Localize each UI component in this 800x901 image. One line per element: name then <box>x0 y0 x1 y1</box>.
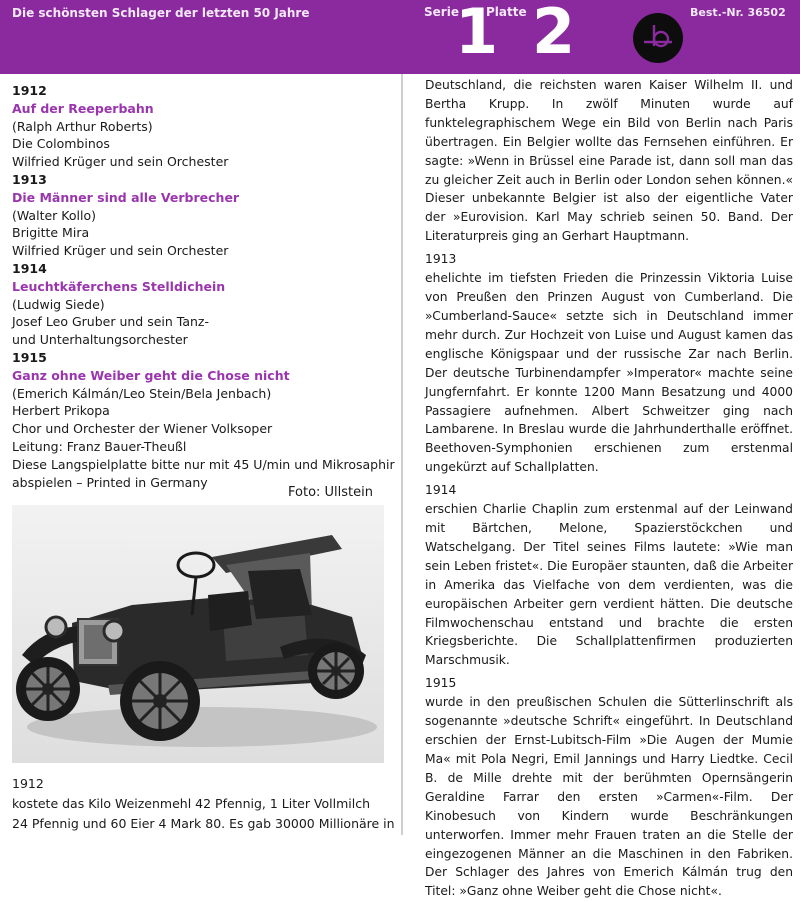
bottom-left-text <box>12 774 397 834</box>
track-credit: Wilfried Krüger und sein Orchester <box>12 243 229 259</box>
text-line: kostete das Kilo Weizenmehl 42 Pfennig, 1 Liter Vollmilch <box>12 796 371 811</box>
notice-line: Diese Langspielplatte bitte nur mit 45 U/min und Mikrosaphir <box>12 456 395 472</box>
track-credit: Brigitte Mira <box>12 225 90 241</box>
section-year: 1913 <box>425 252 457 267</box>
track-credit: Wilfried Krüger und sein Orchester <box>12 154 229 170</box>
track-credit: Die Colombinos <box>12 136 110 152</box>
text-line: 24 Pfennig und 60 Eier 4 Mark 80. Es gab 30000 Millionäre in <box>12 816 395 831</box>
section-paragraph: ehelichte im tiefsten Frieden die Prinzessin Viktoria Luise von Preußen den Prinzen August von Cumberland. Die »Cumberland-Sauce« setzte sich in Deutschland immer mehr durch. Zur Hochzeit von Luise und August kamen das englische Königspaar und der russische Zar nach Berlin. Der deutsche Turbinendampfer »Imperator« machte seine Jungfernfahrt. Er konnte 1200 Mann Besatzung und 4000 Passagiere aufnehmen. Albert Schweitzer ging nach Lambarene. In Breslau wurde die Jahrhunderthalle eröffnet. Beethoven-Symphonien erschienen zum erstenmal ungekürzt auf Schallplatten. <box>425 271 793 475</box>
serie-number: 1 <box>455 0 499 68</box>
page-title: Die schönsten Schlager der letzten 50 Jahre <box>12 6 310 20</box>
track-credit: Herbert Prikopa <box>12 403 110 419</box>
photo-credit: Foto: Ullstein <box>288 485 373 500</box>
platte-label: Platte <box>486 5 527 19</box>
intro-paragraph: Deutschland, die reichsten waren Kaiser Wilhelm II. und Bertha Krupp. In zwölf Minuten wurde auf funktelegraphischem Wege ein Bild von Berlin nach Paris übertragen. Ein Belgier wollte das Fernsehen einführen. Er sagte: »Wenn in Brüssel eine Parade ist, dann soll man das zu gleicher Zeit auch in Berlin oder London sehen können.« Dieser unbekannte Belgier ist also der eigentliche Vater der »Eurovision. Karl May schrieb seinen 50. Band. Der Literaturpreis ging an Gerhart Hauptmann. <box>425 78 793 244</box>
song-title: Die Männer sind alle Verbrecher <box>12 189 240 205</box>
notice-line: abspielen – Printed in Germany <box>12 474 208 490</box>
track-1913 <box>12 171 392 260</box>
record-label-logo-icon <box>632 12 684 64</box>
vintage-car-photo <box>12 505 384 763</box>
song-title: Leuchtkäferchens Stelldichein <box>12 278 226 294</box>
track-1914 <box>12 260 392 349</box>
column-divider <box>401 74 403 835</box>
section-year: 1915 <box>425 676 457 691</box>
track-1915 <box>12 349 392 456</box>
track-year: 1915 <box>12 349 47 365</box>
history-text-column <box>425 76 793 901</box>
section-year: 1912 <box>12 776 44 791</box>
track-year: 1912 <box>12 83 47 98</box>
track-credit: Leitung: Franz Bauer-Theußl <box>12 438 187 454</box>
track-credit: (Walter Kollo) <box>12 207 96 223</box>
track-credit: und Unterhaltungsorchester <box>12 332 188 348</box>
tracklist <box>12 82 395 491</box>
track-credit: Chor und Orchester der Wiener Volksoper <box>12 421 273 437</box>
song-title: Ganz ohne Weiber geht die Chose nicht <box>12 367 290 383</box>
track-credit: (Ludwig Siede) <box>12 296 105 312</box>
track-year: 1913 <box>12 171 47 187</box>
track-1912 <box>12 82 392 171</box>
track-credit: (Emerich Kálmán/Leo Stein/Bela Jenbach) <box>12 385 272 401</box>
serie-label: Serie <box>424 5 459 19</box>
platte-number: 2 <box>532 0 576 68</box>
header-band <box>0 0 800 74</box>
section-paragraph: wurde in den preußischen Schulen die Sütterlinschrift als sogenannte »deutsche Schrift« eingeführt. In Deutschland erschien der Ernst-Lubitsch-Film »Die Augen der Mumie Ma« mit Pola Negri, Emil Jannings und Harry Liedtke. Cecil B. de Mille drehte mit der berühmten Opernsängerin Geraldine Farrar den ersten »Carmen«-Film. Der Kinobesuch von Kindern wurde Beschränkungen unterworfen. Immer mehr Frauen traten an die Stelle der eingezogenen Männer an die Maschinen in den Fabriken. Der Schlager des Jahres von Emerich Kálmán trug den Titel: »Ganz ohne Weiber geht die Chose nicht«. <box>425 695 793 899</box>
song-title: Auf der Reeperbahn <box>12 100 154 116</box>
track-year: 1914 <box>12 260 47 276</box>
section-year: 1914 <box>425 483 457 498</box>
track-credit: (Ralph Arthur Roberts) <box>12 118 153 134</box>
section-paragraph: erschien Charlie Chaplin zum erstenmal auf der Leinwand mit Bärtchen, Melone, Spazierstöckchen und Watschelgang. Der Titel seines Films lautete: »Wie man sein Leben fristet«. Die Europäer staunten, daß die Arbeiter in Amerika das Vielfache von dem verdienten, was die europäischen Arbeiter gern verdient hätten. Die deutsche Filmwochenschau entstand und brachte die ersten Kriegsberichte. Die Schallplattenfirmen produzierten Marschmusik. <box>425 502 793 668</box>
order-number: Best.-Nr. 36502 <box>690 6 786 19</box>
track-credit: Josef Leo Gruber und sein Tanz- <box>12 314 209 330</box>
